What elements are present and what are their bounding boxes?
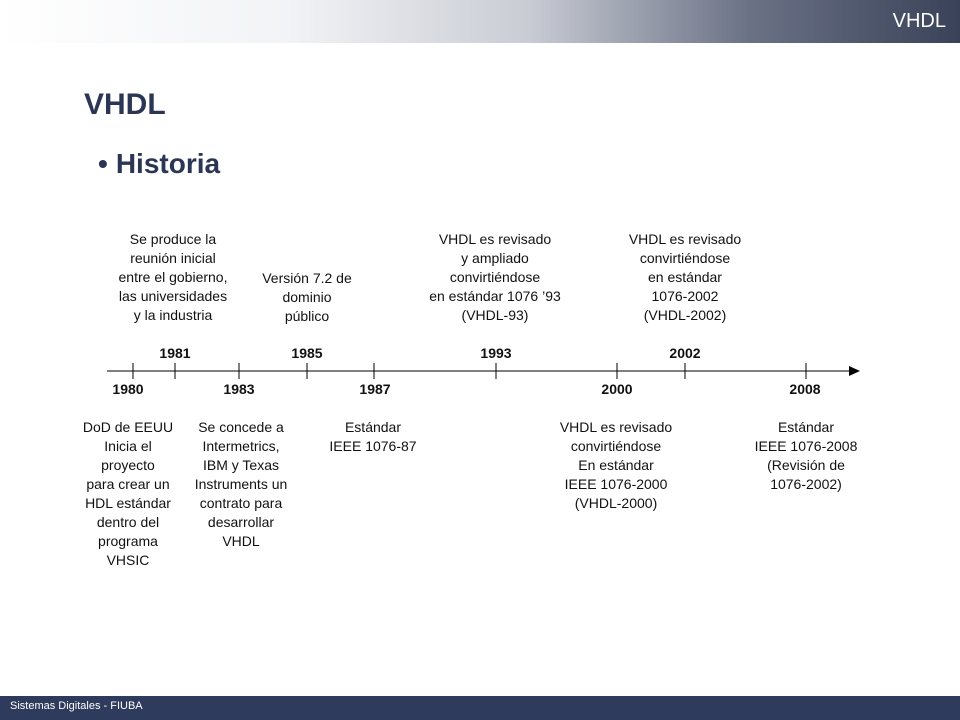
note-2000: VHDL es revisado convirtiéndose En estándar IEEE 1076-2000 (VHDL-2000) (559, 419, 673, 511)
note-1981: Se produce la reunión inicial entre el gobierno, las universidades y la industria (118, 231, 228, 323)
note-2008: Estándar IEEE 1076-2008 (Revisión de 1076-2002) (754, 419, 858, 492)
timeline-arrow-icon (849, 366, 860, 376)
slide-title: VHDL (84, 88, 166, 121)
note-1993: VHDL es revisado y ampliado convirtiéndose en estándar 1076 ’93 (VHDL-93) (429, 231, 561, 323)
bullet-dot-icon: • (98, 148, 108, 179)
note-1980: DoD de EEUU Inicia el proyecto para crear un HDL estándar dentro del programa VHSIC (82, 419, 174, 568)
year-1985: 1985 (291, 345, 323, 361)
bullet-text: Historia (115, 148, 221, 179)
year-1993: 1993 (480, 345, 512, 361)
year-1981: 1981 (159, 345, 191, 361)
year-1980: 1980 (112, 381, 144, 397)
note-2002: VHDL es revisado convirtiéndose en estándar 1076-2002 (VHDL-2002) (628, 231, 742, 323)
header-title: VHDL (892, 10, 946, 32)
note-1983: Se concede a Intermetrics, IBM y Texas Instruments un contrato para desarrollar VHDL (194, 419, 288, 549)
footer-text: Sistemas Digitales - FIUBA (10, 700, 143, 712)
year-2002: 2002 (669, 345, 701, 361)
note-1985: Versión 7.2 de dominio público (262, 270, 352, 324)
footer-bar (0, 696, 960, 720)
year-2000: 2000 (601, 381, 633, 397)
note-1987: Estándar IEEE 1076-87 (329, 419, 417, 454)
year-1983: 1983 (223, 381, 255, 397)
year-2008: 2008 (789, 381, 821, 397)
year-1987: 1987 (359, 381, 391, 397)
